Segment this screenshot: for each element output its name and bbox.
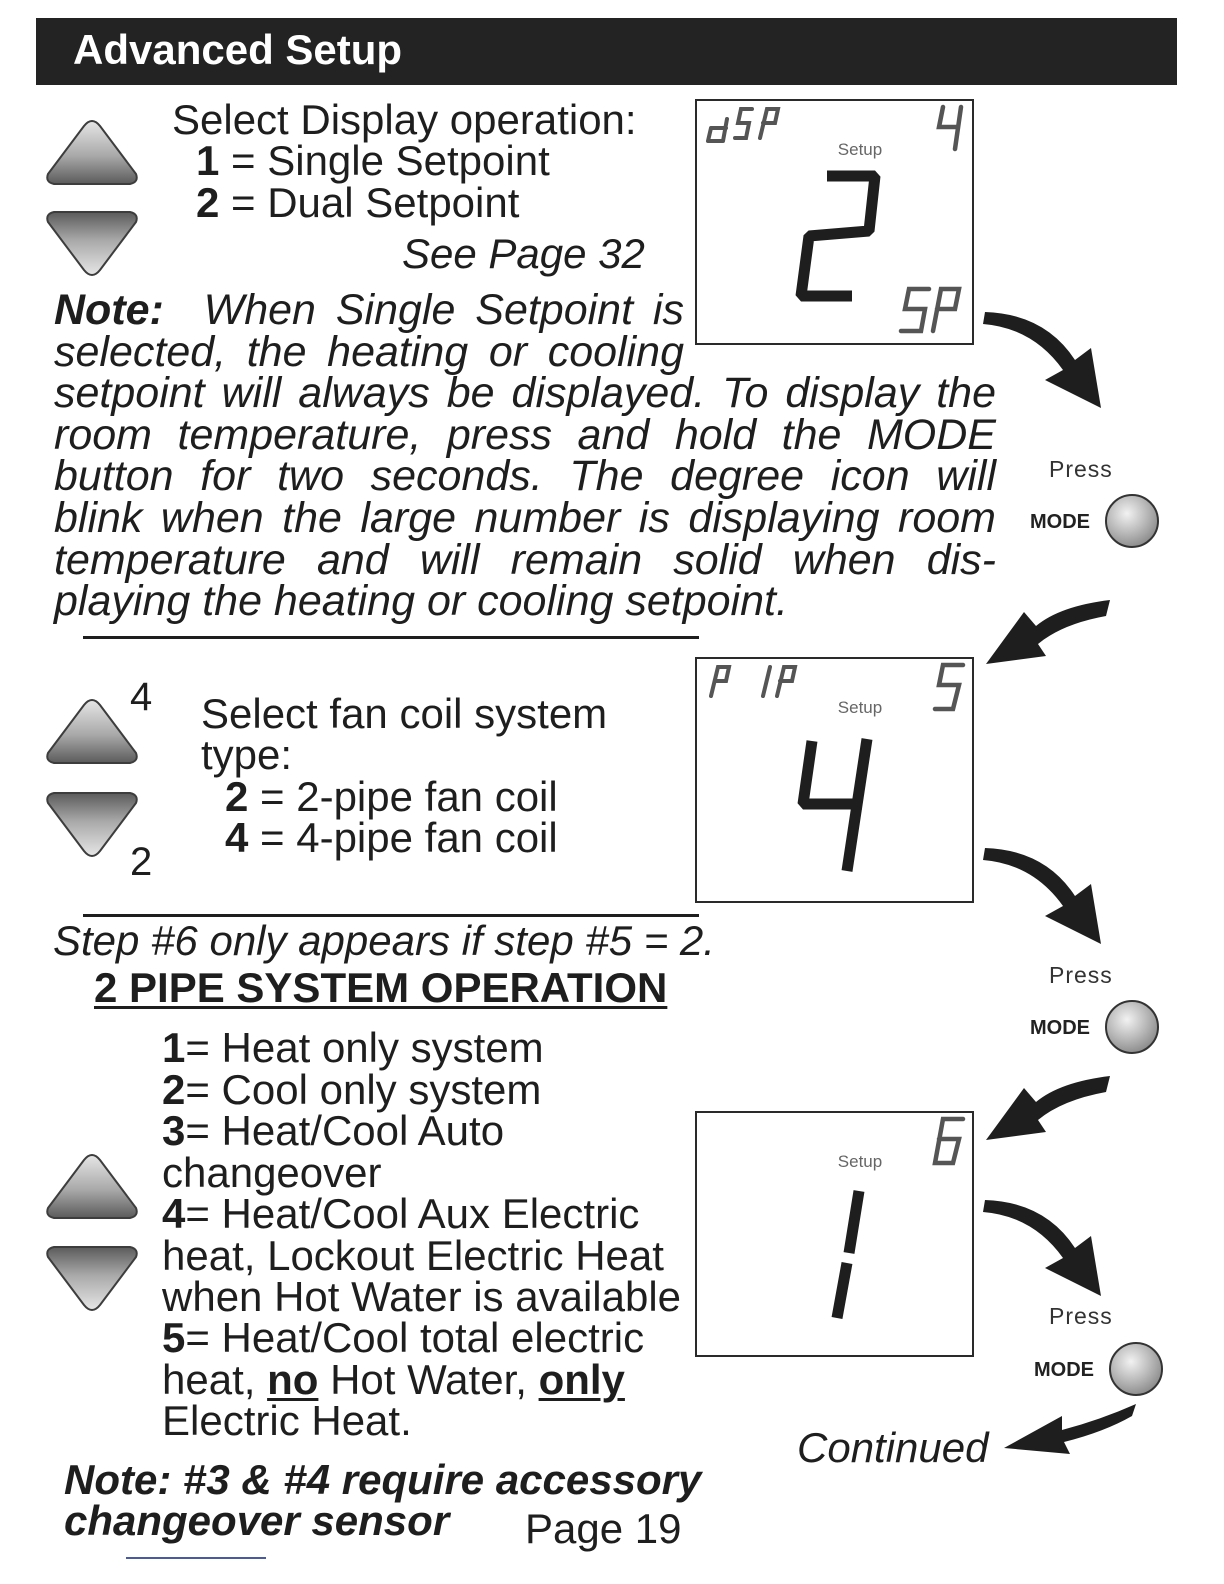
fan-coil-intro-type: type: xyxy=(201,731,293,778)
option-dual-setpoint: 2 = Dual Setpoint xyxy=(196,179,520,226)
flow-arrow-continued-icon xyxy=(1000,1400,1140,1460)
up-arrow-button[interactable] xyxy=(44,118,140,188)
option-auto-changeover: 3= Heat/Cool Auto xyxy=(162,1107,505,1154)
mode-button-1[interactable] xyxy=(1105,494,1159,548)
lcd-segments xyxy=(697,1113,972,1355)
up-arrow-value: 4 xyxy=(130,675,153,719)
note-line-4: room temperature, press and hold the MODE xyxy=(54,410,996,459)
down-arrow-button[interactable] xyxy=(44,208,140,278)
note-line-1: Note: When Single Setpoint is xyxy=(54,286,684,334)
lcd-large-digit-1 xyxy=(837,1191,859,1318)
footer-accent-line xyxy=(126,1557,266,1559)
lcd-display-pip xyxy=(695,657,974,903)
step6-condition: Step #6 only appears if step #5 = 2. xyxy=(53,917,715,964)
footnote-line-2: changeover sensor xyxy=(64,1497,450,1544)
up-arrow-button-step6[interactable] xyxy=(44,1152,140,1222)
press-label-2: Press xyxy=(1049,962,1113,988)
option-2-pipe: 2 = 2-pipe fan coil xyxy=(225,773,558,820)
flow-arrow-down-right-icon xyxy=(975,310,1115,420)
note-line-3: setpoint will always be displayed. To display the xyxy=(54,369,996,418)
lcd-setup-label: Setup xyxy=(837,1152,883,1171)
flow-arrow-down-left-icon xyxy=(980,1074,1115,1146)
see-page-reference: See Page 32 xyxy=(402,230,645,277)
continued-label: Continued xyxy=(797,1424,989,1471)
note-label: Note: xyxy=(54,286,164,334)
flow-arrow-down-right-icon xyxy=(975,1198,1115,1308)
option-total-electric-cont1: heat, no Hot Water, only xyxy=(162,1356,625,1403)
flow-arrow-down-right-icon xyxy=(975,846,1115,956)
note-line-6: blink when the large number is displaying room xyxy=(54,493,996,542)
mode-button-3[interactable] xyxy=(1109,1342,1163,1396)
page-number: Page 19 xyxy=(525,1505,682,1552)
down-arrow-button-step6[interactable] xyxy=(44,1243,140,1313)
mode-label-2: MODE xyxy=(1030,1017,1090,1039)
option-heat-only: 1= Heat only system xyxy=(162,1024,544,1071)
mode-label-1: MODE xyxy=(1030,511,1090,533)
note-line-8: playing the heating or cooling setpoint. xyxy=(54,577,788,626)
lcd-top-right-5 xyxy=(935,665,963,709)
note-paragraph xyxy=(54,286,996,626)
option-cool-only: 2= Cool only system xyxy=(162,1066,542,1113)
flow-arrow-down-left-icon xyxy=(980,598,1115,670)
mode-label-3: MODE xyxy=(1034,1359,1094,1381)
option-single-setpoint: 1 = Single Setpoint xyxy=(196,137,550,184)
display-operation-intro: Select Display operation: xyxy=(172,96,637,143)
up-arrow-button-step5[interactable] xyxy=(44,697,140,767)
down-arrow-button-step5[interactable] xyxy=(44,789,140,859)
option-total-electric-cont2: Electric Heat. xyxy=(162,1397,412,1444)
option-aux-electric: 4= Heat/Cool Aux Electric xyxy=(162,1190,640,1237)
lcd-top-right-4 xyxy=(939,107,961,149)
fan-coil-intro: Select fan coil system xyxy=(201,690,608,737)
footnote-line-1: Note: #3 & #4 require accessory xyxy=(64,1456,702,1503)
lcd-large-digit-2 xyxy=(801,176,875,296)
divider-line-1 xyxy=(83,636,699,639)
two-pipe-heading: 2 PIPE SYSTEM OPERATION xyxy=(94,964,668,1011)
mode-button-2[interactable] xyxy=(1105,1000,1159,1054)
press-label-3: Press xyxy=(1049,1303,1113,1329)
lcd-large-digit-4 xyxy=(803,739,867,871)
note-line-7: temperature and will remain solid when dis- xyxy=(54,535,996,584)
lcd-setup-label: Setup xyxy=(837,140,883,159)
lcd-top-left-pip xyxy=(711,667,795,696)
lcd-top-left-dsp xyxy=(708,109,778,141)
option-aux-electric-cont2: when Hot Water is available xyxy=(162,1273,682,1320)
lcd-segments xyxy=(697,659,972,901)
note-line-2: selected, the heating or cooling xyxy=(54,327,684,376)
option-auto-changeover-cont: changeover xyxy=(162,1149,382,1196)
lcd-top-right-6 xyxy=(935,1119,963,1163)
press-label-1: Press xyxy=(1049,456,1113,482)
down-arrow-value: 2 xyxy=(130,840,153,884)
page-title: Advanced Setup xyxy=(73,26,403,73)
lcd-setup-label: Setup xyxy=(837,698,883,717)
option-4-pipe: 4 = 4-pipe fan coil xyxy=(225,814,558,861)
lcd-display-step6 xyxy=(695,1111,974,1357)
note-line-5: button for two seconds. The degree icon will xyxy=(54,452,996,501)
option-aux-electric-cont1: heat, Lockout Electric Heat xyxy=(162,1232,664,1279)
option-total-electric: 5= Heat/Cool total electric xyxy=(162,1314,645,1361)
